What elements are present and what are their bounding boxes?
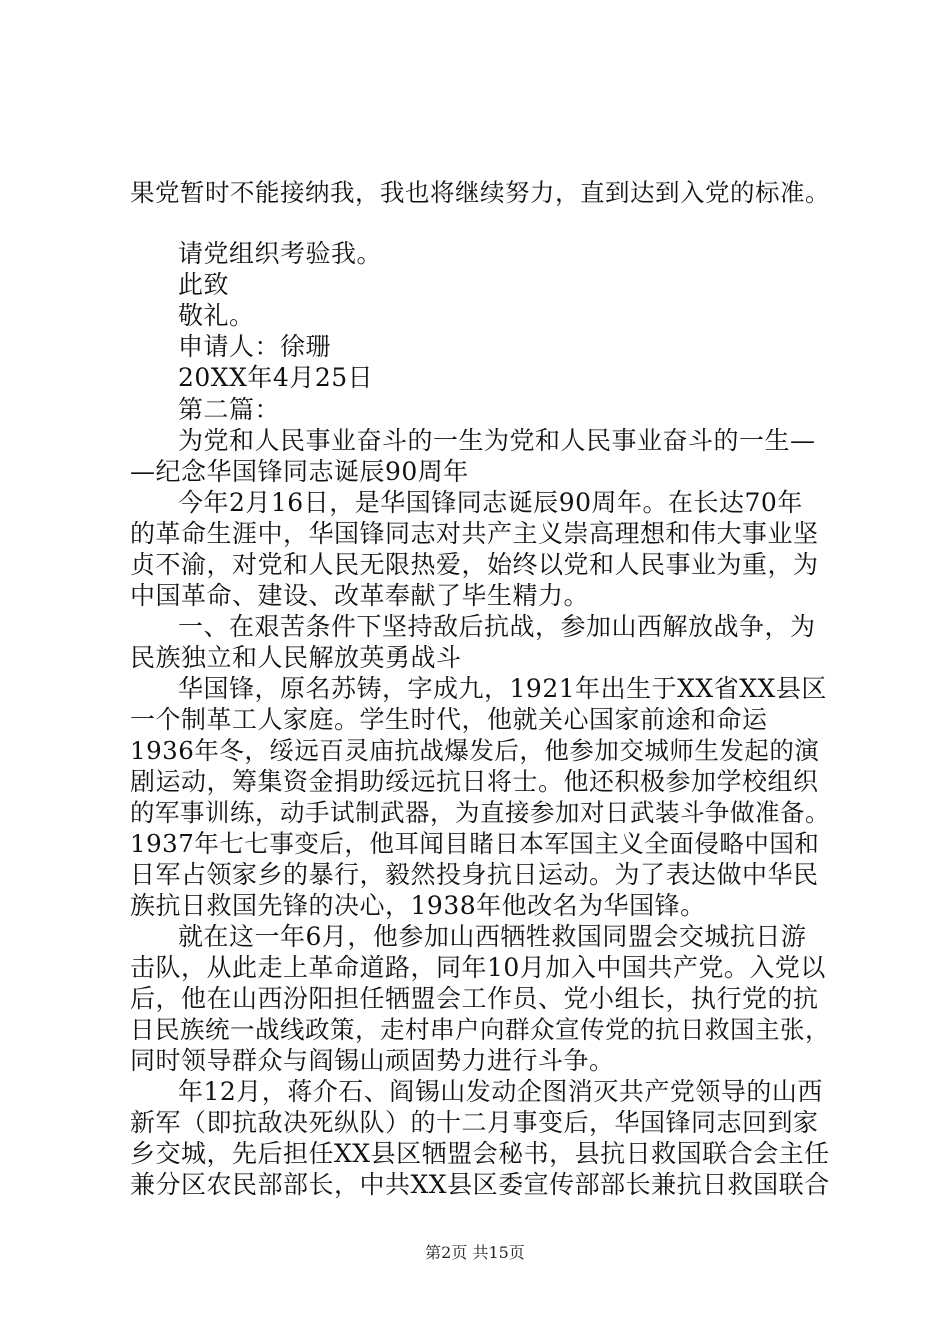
text-line: 就在这一年6月，他参加山西牺牲救国同盟会交城抗日游 bbox=[178, 922, 807, 951]
text-line: 的革命生涯中，华国锋同志对共产主义崇高理想和伟大事业坚 bbox=[130, 519, 819, 548]
page-number-footer: 第2页 共15页 bbox=[425, 1243, 525, 1262]
section-heading: 第二篇： bbox=[178, 395, 281, 424]
text-line: 同时领导群众与阎锡山顽固势力进行斗争。 bbox=[130, 1046, 615, 1075]
article-title: —纪念华国锋同志诞辰90周年 bbox=[130, 457, 469, 486]
text-line: 年12月，蒋介石、阎锡山发动企图消灭共产党领导的山西 bbox=[178, 1077, 823, 1106]
subheading: 一、在艰苦条件下坚持敌后抗战，参加山西解放战争，为 bbox=[178, 612, 816, 641]
text-line: 一个制革工人家庭。学生时代，他就关心国家前途和命运 bbox=[130, 705, 768, 734]
text-line: 请党组织考验我。 bbox=[178, 239, 383, 268]
text-line: 族抗日救国先锋的决心，1938年他改名为华国锋。 bbox=[130, 891, 706, 920]
text-line: 的军事训练，动手试制武器，为直接参加对日武装斗争做准备。 bbox=[130, 798, 830, 827]
article-title: 为党和人民事业奋斗的一生为党和人民事业奋斗的一生— bbox=[178, 426, 816, 455]
text-line: 1937年七七事变后，他耳闻目睹日本军国主义全面侵略中国和 bbox=[130, 829, 820, 858]
text-line: 贞不渝，对党和人民无限热爱，始终以党和人民事业为重，为 bbox=[130, 550, 819, 579]
text-line: 果党暂时不能接纳我，我也将继续努力，直到达到入党的标准。 bbox=[130, 178, 830, 207]
text-line: 今年2月16日，是华国锋同志诞辰90周年。在长达70年 bbox=[178, 488, 803, 517]
text-line: 乡交城，先后担任XX县区牺盟会秘书，县抗日救国联合会主任 bbox=[130, 1139, 830, 1168]
text-line: 1936年冬，绥远百灵庙抗战爆发后，他参加交城师生发起的演 bbox=[130, 736, 820, 765]
text-line: 后，他在山西汾阳担任牺盟会工作员、党小组长，执行党的抗 bbox=[130, 984, 819, 1013]
text-line: 剧运动，筹集资金捐助绥远抗日将士。他还积极参加学校组织 bbox=[130, 767, 819, 796]
text-line: 20XX年4月25日 bbox=[178, 363, 374, 392]
text-line: 华国锋，原名苏铸，字成九，1921年出生于XX省XX县区 bbox=[178, 674, 827, 703]
text-line: 击队，从此走上革命道路，同年10月加入中国共产党。入党以 bbox=[130, 953, 826, 982]
text-line: 申请人：徐珊 bbox=[178, 332, 332, 361]
text-line: 中国革命、建设、改革奉献了毕生精力。 bbox=[130, 581, 590, 610]
text-line: 兼分区农民部部长，中共XX县区委宣传部部长兼抗日救国联合 bbox=[130, 1170, 830, 1199]
text-line: 新军（即抗敌决死纵队）的十二月事变后，华国锋同志回到家 bbox=[130, 1108, 819, 1137]
subheading: 民族独立和人民解放英勇战斗 bbox=[130, 643, 462, 672]
text-line: 此致 bbox=[178, 270, 230, 299]
text-line: 日民族统一战线政策，走村串户向群众宣传党的抗日救国主张， bbox=[130, 1015, 830, 1044]
text-line: 敬礼。 bbox=[178, 301, 255, 330]
text-line: 日军占领家乡的暴行，毅然投身抗日运动。为了表达做中华民 bbox=[130, 860, 819, 889]
